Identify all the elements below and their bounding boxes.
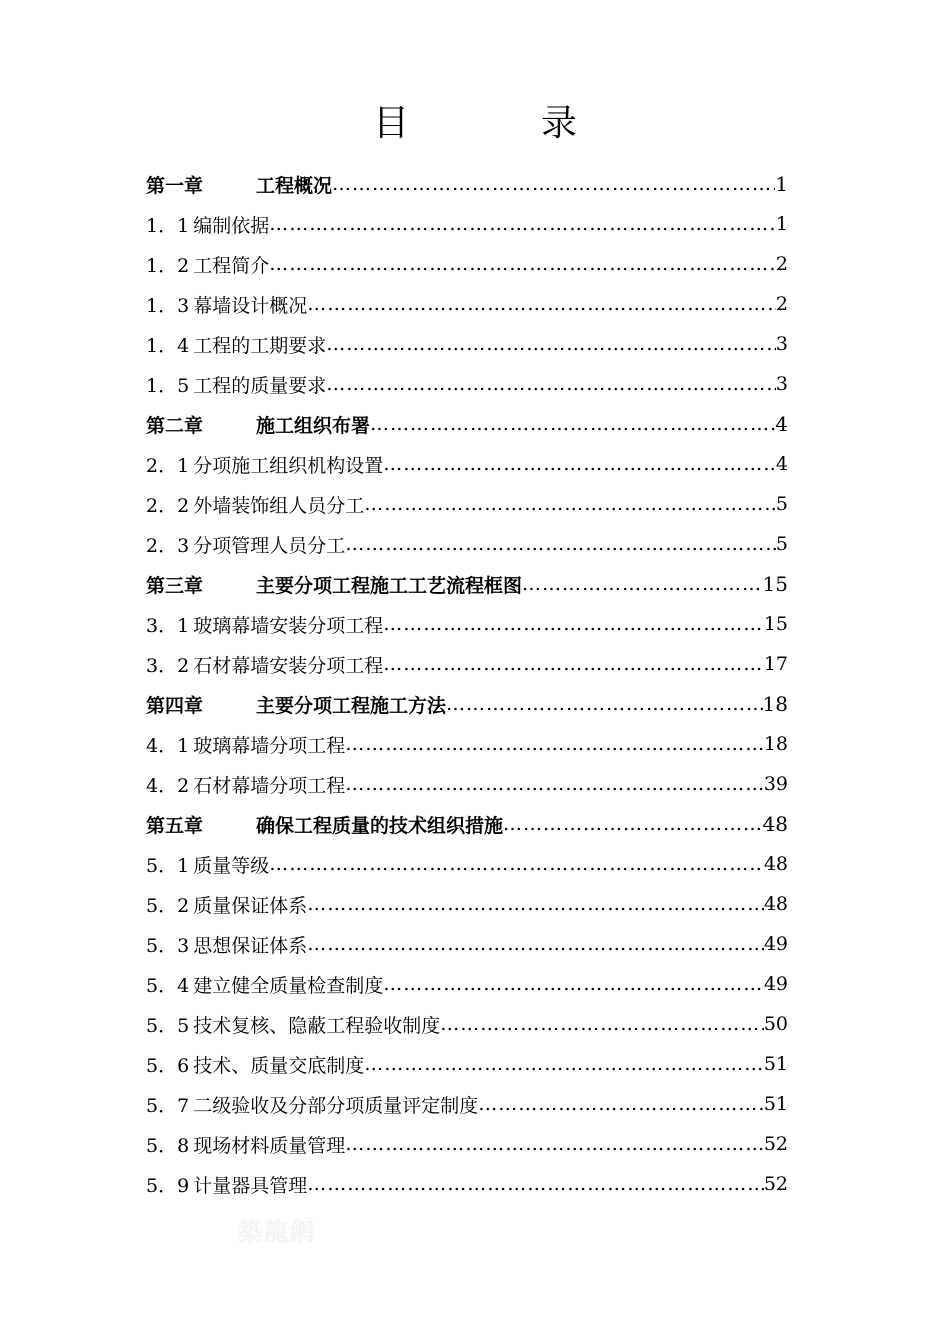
- toc-entry-number: 1．1: [146, 214, 190, 237]
- toc-page-number: 2: [775, 253, 788, 275]
- toc-page-number: 49: [763, 973, 788, 995]
- toc-entry-title: 技术、质量交底制度: [193, 1054, 365, 1077]
- toc-entry-title: 分项施工组织机构设置: [193, 454, 384, 477]
- toc-section-entry[interactable]: [146, 444, 788, 484]
- toc-page-number: 51: [763, 1093, 788, 1115]
- toc-dot-leader: [307, 933, 764, 955]
- toc-page-number: 18: [763, 733, 788, 755]
- toc-entry-title: 主要分项工程施工工艺流程框图: [256, 574, 523, 597]
- toc-entry-title: 石材幕墙分项工程: [193, 774, 346, 797]
- toc-entry-title: 工程概况: [256, 174, 333, 197]
- toc-section-entry[interactable]: [146, 724, 788, 764]
- toc-entry-number: 2．2: [146, 494, 190, 517]
- toc-entry-number: 第五章: [146, 814, 204, 837]
- toc-entry-title: 石材幕墙安装分项工程: [193, 654, 384, 677]
- toc-chapter-entry[interactable]: [146, 684, 788, 724]
- toc-entry-number: 5．5: [146, 1014, 190, 1037]
- toc-entry-title: 计量器具管理: [193, 1174, 308, 1197]
- toc-page-number: 52: [763, 1133, 788, 1155]
- toc-section-entry[interactable]: [146, 524, 788, 564]
- toc-entry-number: 4．2: [146, 774, 190, 797]
- toc-entry-title: 玻璃幕墙分项工程: [193, 734, 346, 757]
- toc-page-number: 1: [775, 213, 788, 235]
- toc-page-number: 15: [762, 572, 788, 596]
- toc-dot-leader: [440, 1013, 764, 1035]
- toc-dot-leader: [345, 733, 764, 755]
- toc-page-number: 3: [775, 373, 788, 395]
- toc-entry-title: 工程的质量要求: [193, 374, 327, 397]
- toc-entry-title: 二级验收及分部分项质量评定制度: [193, 1094, 479, 1117]
- toc-entry-title: 施工组织布署: [256, 414, 371, 437]
- toc-section-entry[interactable]: [146, 1124, 788, 1164]
- toc-entry-number: 1．3: [146, 294, 190, 317]
- watermark: 築龍網: [238, 1218, 316, 1246]
- toc-entry-number: 第二章: [146, 414, 204, 437]
- toc-dot-leader: [478, 1093, 764, 1115]
- toc-entry-title: 技术复核、隐蔽工程验收制度: [193, 1014, 441, 1037]
- toc-section-entry[interactable]: [146, 484, 788, 524]
- toc-dot-leader: [383, 453, 776, 475]
- toc-entry-number: 2．1: [146, 454, 190, 477]
- toc-entry-title: 质量保证体系: [193, 894, 308, 917]
- toc-entry-title: 幕墙设计概况: [193, 294, 308, 317]
- toc-section-entry[interactable]: [146, 244, 788, 284]
- toc-dot-leader: [332, 173, 775, 195]
- toc-entry-number: 2．3: [146, 534, 190, 557]
- table-of-contents: [146, 164, 788, 1204]
- toc-entry-number: 4．1: [146, 734, 190, 757]
- toc-entry-title: 工程的工期要求: [193, 334, 327, 357]
- toc-dot-leader: [269, 853, 764, 875]
- toc-dot-leader: [383, 653, 764, 675]
- toc-dot-leader: [326, 373, 776, 395]
- toc-dot-leader: [383, 613, 764, 635]
- toc-dot-leader: [269, 213, 776, 235]
- toc-dot-leader: [364, 493, 776, 515]
- toc-entry-title: 工程简介: [193, 254, 270, 277]
- toc-section-entry[interactable]: [146, 1044, 788, 1084]
- toc-entry-number: 5．8: [146, 1134, 190, 1157]
- toc-dot-leader: [364, 1053, 764, 1075]
- toc-entry-number: 5．9: [146, 1174, 190, 1197]
- toc-page-number: 48: [762, 812, 788, 836]
- toc-entry-title: 编制依据: [193, 214, 270, 237]
- toc-entry-number: 1．2: [146, 254, 190, 277]
- toc-page-number: 15: [763, 613, 788, 635]
- toc-section-entry[interactable]: [146, 284, 788, 324]
- toc-page-number: 5: [775, 533, 788, 555]
- toc-entry-number: 第一章: [146, 174, 204, 197]
- toc-page-number: 2: [775, 293, 788, 315]
- toc-section-entry[interactable]: [146, 324, 788, 364]
- toc-section-entry[interactable]: [146, 604, 788, 644]
- toc-entry-title: 外墙装饰组人员分工: [193, 494, 365, 517]
- toc-entry-title: 主要分项工程施工方法: [256, 694, 447, 717]
- toc-page-number: 3: [775, 333, 788, 355]
- toc-page-number: 49: [763, 933, 788, 955]
- toc-dot-leader: [446, 693, 763, 715]
- toc-entry-number: 第四章: [146, 694, 204, 717]
- toc-dot-leader: [307, 893, 764, 915]
- toc-dot-leader: [522, 573, 763, 595]
- toc-section-entry[interactable]: [146, 364, 788, 404]
- toc-page-number: 5: [775, 493, 788, 515]
- toc-dot-leader: [345, 773, 764, 795]
- toc-section-entry[interactable]: [146, 924, 788, 964]
- toc-page-number: 50: [763, 1013, 788, 1035]
- toc-dot-leader: [326, 333, 776, 355]
- toc-page-number: 1: [775, 172, 788, 196]
- toc-dot-leader: [383, 973, 764, 995]
- toc-section-entry[interactable]: [146, 1004, 788, 1044]
- toc-entry-number: 5．7: [146, 1094, 190, 1117]
- toc-section-entry[interactable]: [146, 764, 788, 804]
- toc-page-number: 51: [763, 1053, 788, 1075]
- toc-chapter-entry[interactable]: [146, 164, 788, 204]
- toc-chapter-entry[interactable]: [146, 564, 788, 604]
- toc-dot-leader: [345, 533, 776, 555]
- toc-page-number: 48: [763, 893, 788, 915]
- toc-section-entry[interactable]: [146, 1164, 788, 1204]
- toc-dot-leader: [345, 1133, 764, 1155]
- toc-section-entry[interactable]: [146, 1084, 788, 1124]
- toc-entry-title: 建立健全质量检查制度: [193, 974, 384, 997]
- toc-page-number: 4: [775, 412, 788, 436]
- toc-dot-leader: [307, 1173, 764, 1195]
- toc-entry-title: 确保工程质量的技术组织措施: [256, 814, 504, 837]
- toc-section-entry[interactable]: [146, 644, 788, 684]
- toc-dot-leader: [503, 813, 763, 835]
- toc-page-number: 18: [762, 692, 788, 716]
- toc-entry-title: 分项管理人员分工: [193, 534, 346, 557]
- toc-entry-number: 第三章: [146, 574, 204, 597]
- toc-section-entry[interactable]: [146, 884, 788, 924]
- toc-page-number: 4: [775, 453, 788, 475]
- toc-entry-number: 5．6: [146, 1054, 190, 1077]
- toc-page-number: 48: [763, 853, 788, 875]
- toc-section-entry[interactable]: [146, 964, 788, 1004]
- toc-page-number: 39: [763, 773, 788, 795]
- toc-chapter-entry[interactable]: [146, 404, 788, 444]
- toc-dot-leader: [269, 253, 776, 275]
- toc-entry-number: 5．4: [146, 974, 190, 997]
- page-title: 目 录: [372, 103, 625, 144]
- toc-entry-number: 5．3: [146, 934, 190, 957]
- toc-entry-number: 1．5: [146, 374, 190, 397]
- toc-entry-number: 5．1: [146, 854, 190, 877]
- toc-entry-title: 玻璃幕墙安装分项工程: [193, 614, 384, 637]
- toc-page-number: 52: [763, 1173, 788, 1195]
- toc-section-entry[interactable]: [146, 844, 788, 884]
- toc-entry-title: 质量等级: [193, 854, 270, 877]
- toc-chapter-entry[interactable]: [146, 804, 788, 844]
- toc-entry-number: 1．4: [146, 334, 190, 357]
- toc-dot-leader: [307, 293, 776, 315]
- toc-entry-number: 3．2: [146, 654, 190, 677]
- toc-dot-leader: [370, 413, 775, 435]
- toc-section-entry[interactable]: [146, 204, 788, 244]
- toc-page-number: 17: [763, 653, 788, 675]
- toc-entry-number: 5．2: [146, 894, 190, 917]
- toc-entry-title: 思想保证体系: [193, 934, 308, 957]
- toc-entry-title: 现场材料质量管理: [193, 1134, 346, 1157]
- toc-entry-number: 3．1: [146, 614, 190, 637]
